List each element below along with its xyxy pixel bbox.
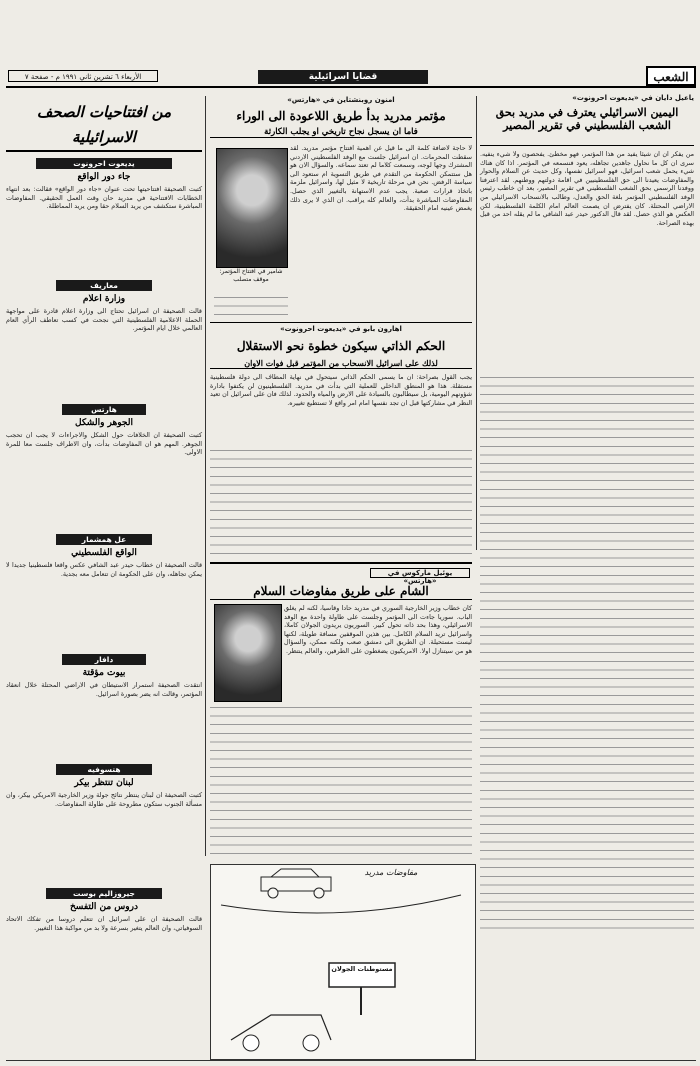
editorial-body: كتبت الصحيفة ان الخلافات حول الشكل والاجراءات لا يجب ان تحجب الجوهر. المهم هو ان المفاوضات بدأت، وان الاطراف جلست معا للمرة الاولى. (6, 431, 202, 457)
newspaper-logo: الشعب (646, 66, 696, 86)
article-mid-second (210, 322, 472, 560)
article-byline: يوئيل ماركوس في «هارتس» (370, 568, 470, 578)
car-wheel (268, 888, 278, 898)
editorial-body: قالت الصحيفة ان على اسرائيل ان تتعلم دروسا من تفكك الاتحاد السوفياتي، وان العالم يتغير بسرعة ولا بد من مواكبة هذا التغيير. (6, 915, 202, 932)
article-headline: الشام على طريق مفاوضات السلام (210, 582, 472, 600)
cartoon-sign-top: مفاوضات مدريد (364, 868, 418, 877)
editorial-headline: لبنان تنتظر بيكر (74, 778, 134, 788)
editorial-headline: الواقع الفلسطيني (71, 548, 137, 558)
paper-label: عل همشمار (56, 534, 152, 545)
bottom-rule (6, 1060, 696, 1061)
article-mid-top (210, 92, 472, 318)
editorial-body: قالت الصحيفة ان اسرائيل تحتاج الى وزارة اعلام قادرة على مواجهة الحملة الاعلامية الفلسطينية التي نجحت في كسب تعاطف الرأي العام العالمي خلال ايام المؤتمر. (6, 307, 202, 333)
article-body: لا حاجة لاضافة كلمة الى ما قيل عن اهمية افتتاح مؤتمر مدريد. لقد سقطت المحرمات. ان اسرائيل جلست مع الوفد الفلسطيني الاردني المشترك وجها لوجه، وسمعت كلاما لم تعتد سماعه. والسؤال الان هو هل ستتمكن الحكومة من التقدم في طريق التسوية ام ستعود الى سياسة الرفض. نحن في مرحلة تاريخية لا مثيل لها، واسرائيل ملزمة باتخاذ قرارات صعبة. يجب عدم الاستهانة بالتغيير الذي حصل. المفاوضات المباشرة بدأت، والعالم كله يراقب. ان الذي لا يرى ذلك يغمض عينيه امام الحقيقة. (290, 144, 472, 213)
shamir-photo (216, 148, 288, 268)
article-headline: الحكم الذاتي سيكون خطوة نحو الاستقلال (236, 339, 446, 353)
article-body-continued (210, 704, 472, 854)
page-header (0, 0, 700, 86)
editorial-body: قالت الصحيفة ان خطاب حيدر عبد الشافي عكس واقعا فلسطينيا جديدا لا يمكن تجاهله، وان على الحكومة ان تتعامل معه بجدية. (6, 561, 202, 578)
car-wheel (314, 888, 324, 898)
editorial-headline: وزارة اعلام (82, 294, 126, 304)
editorials-column (6, 92, 202, 1052)
paper-label: هارتس (62, 404, 146, 415)
paper-label: هتسوفيه (56, 764, 152, 775)
article-right (480, 92, 694, 1052)
article-headline: اليمين الاسرائيلي يعترف في مدريد بحق الشعب الفلسطيني في تقرير المصير (480, 106, 694, 146)
article-headline: مؤتمر مدريد بدأ طريق اللاعودة الى الوراء (236, 109, 446, 123)
paper-label: دافار (62, 654, 146, 665)
road-line (221, 895, 461, 913)
editorials-title: من افتتاحيات الصحف الاسرائيلية (6, 100, 202, 152)
article-body: من يفكر ان ان شيئا يفيد من هذا المؤتمر، فهو مخطئ. يفحصون ولا شيء ينفيه. سرى ان كل ما نحاول جاهدين تجاهله، يعود فنسمعه في المؤتمر. اذا كان هناك شيء يحمل شعب اسرائيل، فهو اسرائيل نفسها، وكل حديث عن السلام والحوار والمفاوضات يعيدنا الى حق الفلسطينيين في اقامة دولتهم ووطنهم. لقد اعترفنا ووفدنا الرسمي بحق الشعب الفلسطيني في تقرير المصير، بعد ان خاطب رئيس الوفد الفلسطيني المؤتمر بلغة الحق والعدل، وطالب بالانسحاب الاسرائيلي من الاراضي المحتلة. كان يفترض ان يصمت العالم امام الكلمة الفلسطينية، لكن العكس هو الذي حصل. لقد قال الدكتور حيدر عبد الشافي ما لم يقله احد من قبل بهذه الصراحة. (480, 150, 694, 227)
editorial-headline: دروس من التفسخ (70, 902, 138, 912)
article-body-continued (480, 374, 694, 934)
article-subheadline: فاما ان يسجل نجاح تاريخي او يجلب الكارثة (210, 126, 472, 138)
article-body: كان خطاب وزير الخارجية السوري في مدريد حادا وقاسيا، لكنه لم يغلق الباب. سوريا جاءت الى المؤتمر وجلست على طاولة واحدة مع الوفد الاسرائيلي، وهذا بحد ذاته تحول كبير. السوريون يريدون الجولان كاملا، واسرائيل تريد السلام الكامل. بين هذين الموقفين مسافة طويلة، لكنها ليست مستحيلة. ان الطريق الى دمشق صعب ولكنه ممكن، والسؤال هو من سيتنازل اولا. الامريكيون يضغطون على الطرفين، والعالم ينتظر. (284, 604, 472, 655)
car-front-wheel (303, 1035, 319, 1051)
cartoon (210, 864, 476, 1060)
article-body: يجب القول بصراحة: ان ما يسمى الحكم الذاتي سيتحول في نهاية المطاف الى دولة فلسطينية مستقلة. هذا هو المنطق الداخلي للعملية التي بدأت في مدريد. الفلسطينيون لن يكتفوا بادارة شؤونهم اليومية، بل سيطالبون بالسيادة على الارض والمياه والحدود. لذلك فان على اسرائيل ان تعيد النظر في مشاركتها قبل ان تجد نفسها امام امر واقع لا تستطيع تغييره. (209, 373, 472, 407)
date-line: الأربعاء ٦ تشرين ثاني ١٩٩١ م - صفحة ٧ (8, 70, 158, 82)
section-banner: قضايا اسرائيلية (258, 70, 428, 84)
photo-caption: شامير في افتتاح المؤتمر: موقف متصلب (219, 268, 283, 283)
header-rule (6, 86, 696, 88)
car-roof (271, 869, 319, 877)
article-byline: اهارون بابو في «يديعوت احرونوت» (280, 325, 402, 333)
editorial-headline: جاء دور الواقع (77, 172, 131, 182)
article-byline: امنون روبنشتاين في «هارتس» (287, 96, 395, 104)
paper-label: يديعوت احرونوت (36, 158, 172, 169)
divider-1 (476, 96, 477, 550)
article-subheadline: لذلك على اسرائيل الانسحاب من المؤتمر قبل فوات الاوان (210, 357, 472, 369)
article-mid-bottom (210, 562, 472, 862)
article-body-extra (214, 294, 288, 316)
editorial-body: انتقدت الصحيفة استمرار الاستيطان في الاراضي المحتلة خلال انعقاد المؤتمر، وقالت انه يضر بصورة اسرائيل. (6, 681, 202, 698)
paper-label: جيروزاليم بوست (46, 888, 162, 899)
cartoon-sign-bottom: مستوطنات الجولان (331, 965, 393, 973)
paper-label: معاريف (56, 280, 152, 291)
divider-3 (205, 560, 206, 856)
article-byline: ياعيل دايان في «يديعوت احرونوت» (572, 94, 694, 102)
article-body-continued (210, 447, 472, 557)
editorial-body: كتبت الصحيفة افتتاحيتها تحت عنوان «جاء دور الواقع» فقالت: بعد انتهاء الخطابات الافتتاحية في مدريد حان وقت العمل الحقيقي. المفاوضات المباشرة ستكشف من يريد السلام حقا ومن يريد المماطلة. (6, 185, 202, 211)
editorial-headline: الجوهر والشكل (75, 418, 133, 428)
editorial-headline: بيوت مؤقتة (82, 668, 126, 678)
divider-2 (205, 96, 206, 560)
syrian-minister-photo (214, 604, 282, 702)
editorial-body: كتبت الصحيفة ان لبنان ينتظر نتائج جولة وزير الخارجية الامريكي بيكر، وان مسألة الجنوب ستكون مطروحة على طاولة المفاوضات. (6, 791, 202, 808)
car-front-wheel (243, 1035, 259, 1051)
